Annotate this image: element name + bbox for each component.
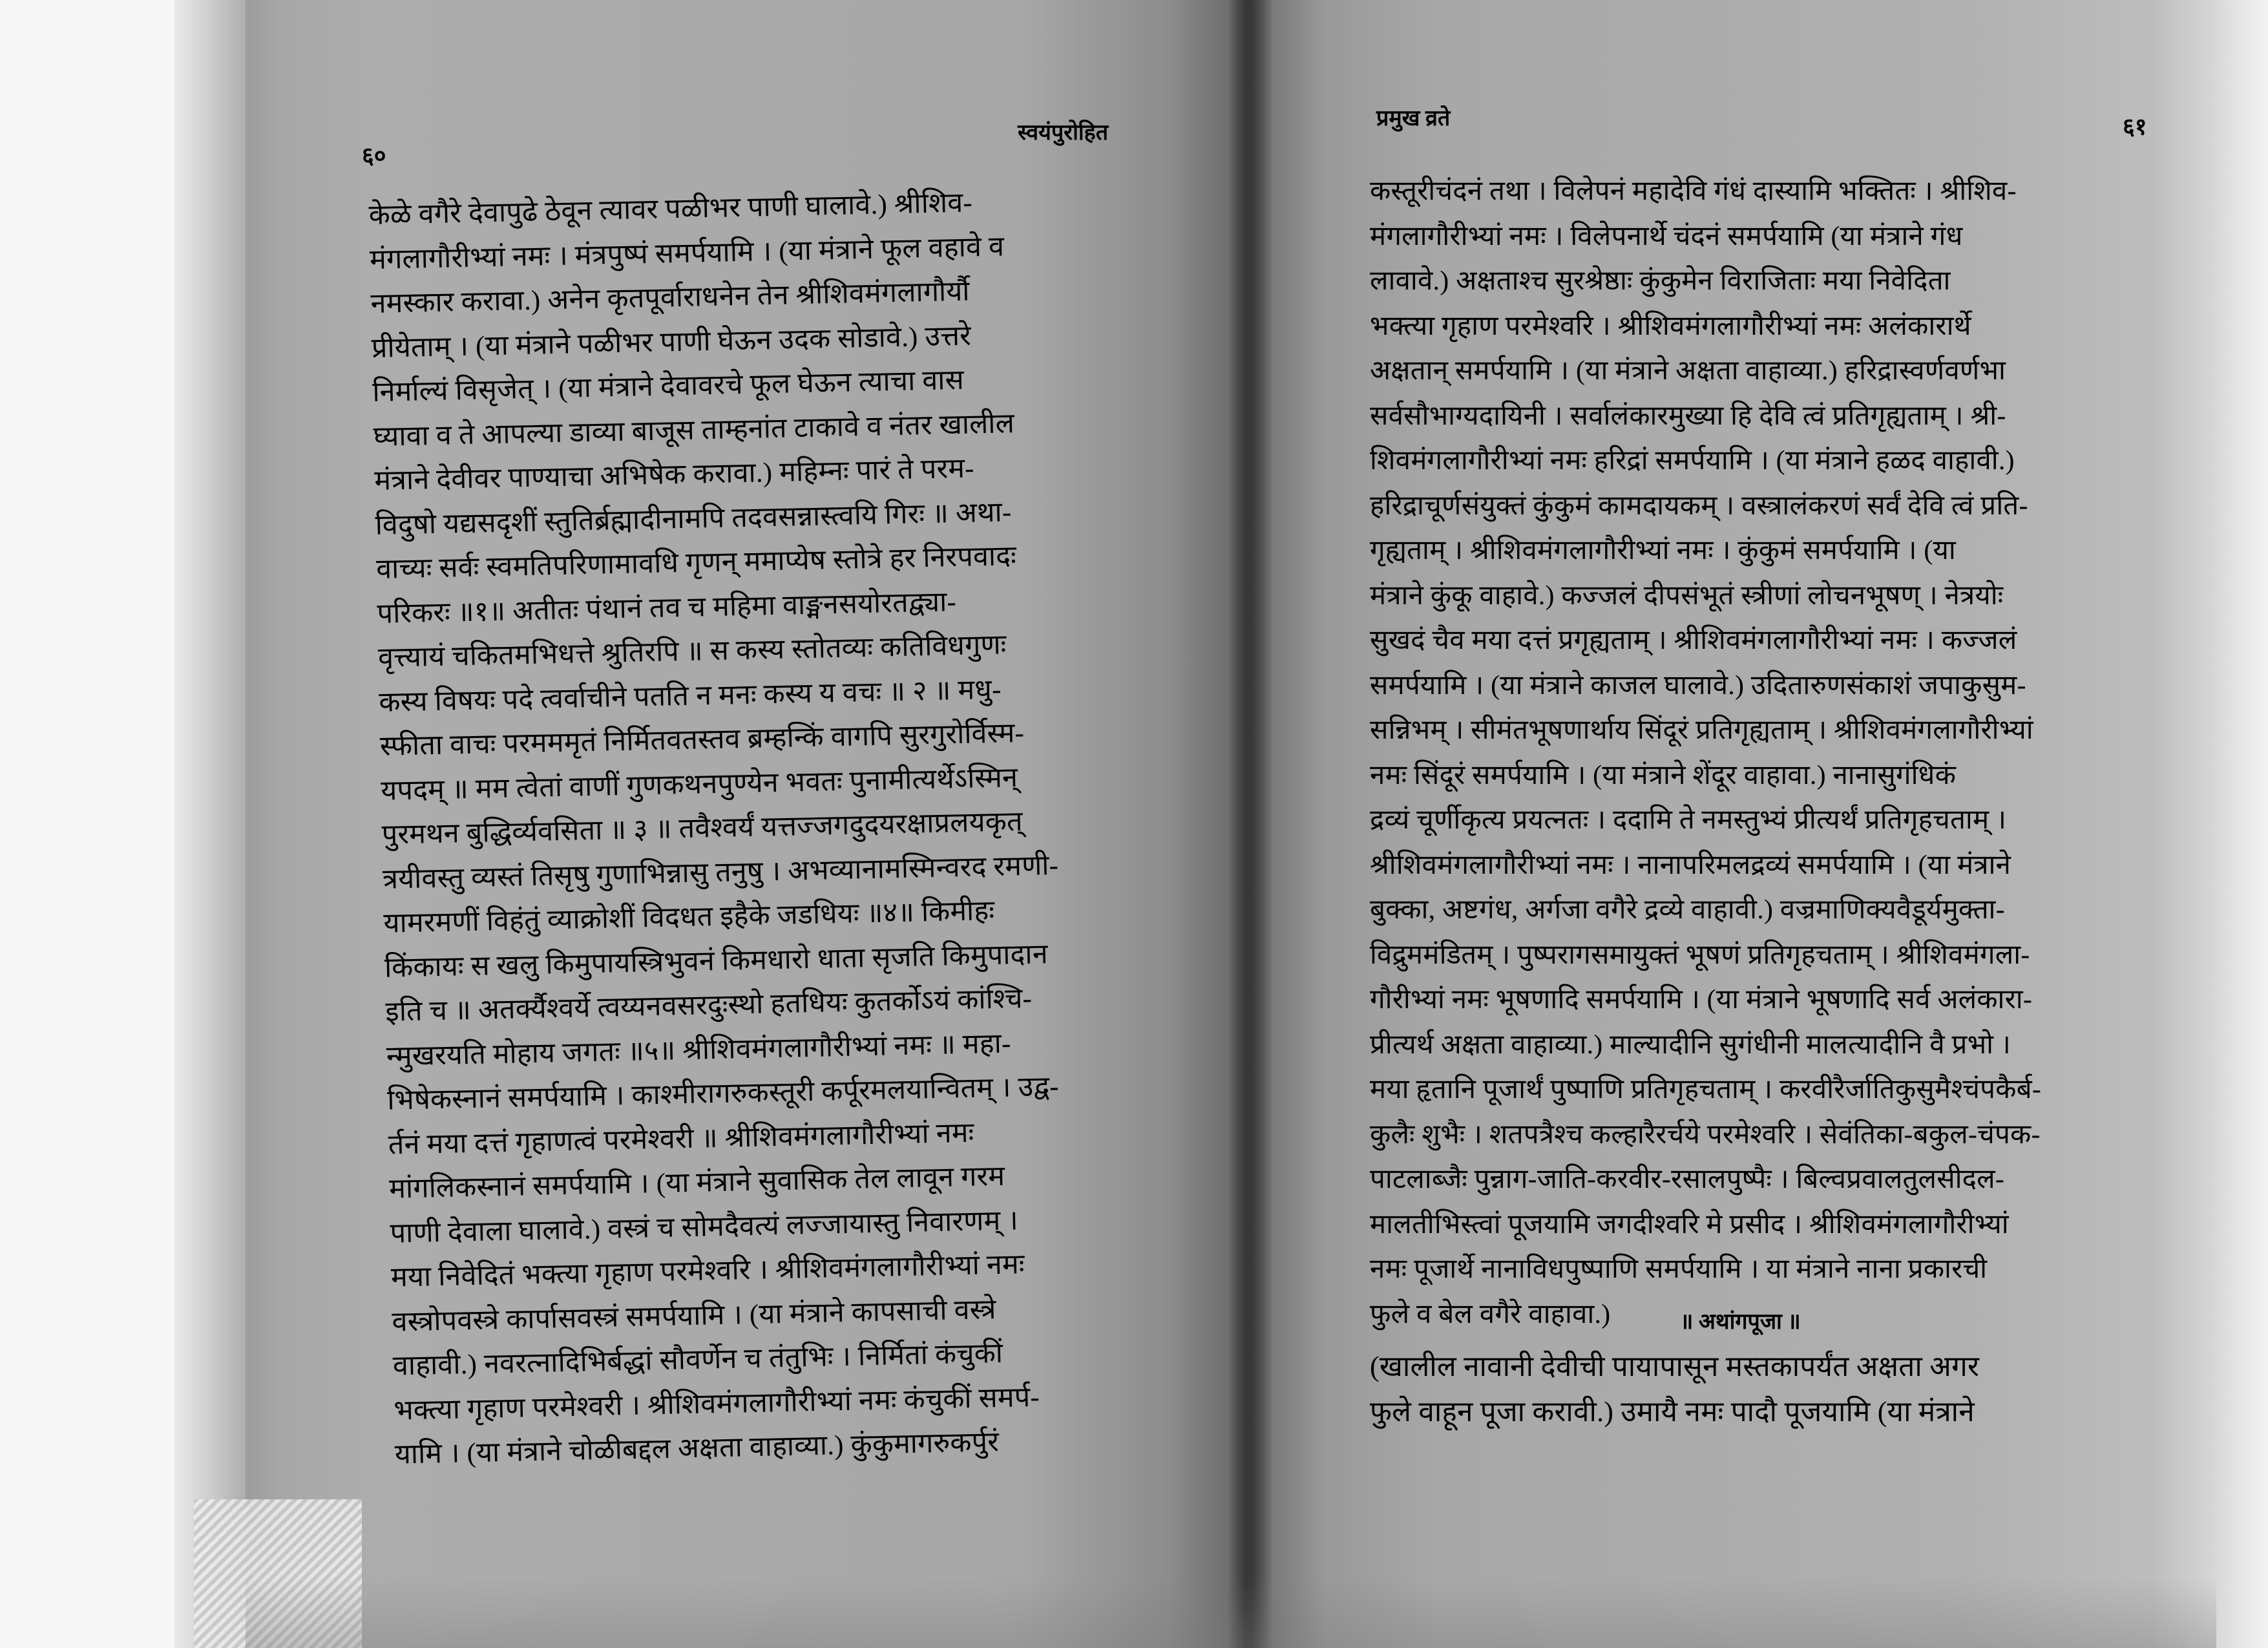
text-line: पाणी देवाला घालावे.) वस्त्रं च सोमदैवत्यं लज्जायास्तु निवारणम् । bbox=[390, 1205, 1019, 1249]
text-line: भक्त्या गृहाण परमेश्वरि । श्रीशिवमंगलागौरीभ्यां नमः अलंकारार्थे bbox=[1370, 311, 1971, 341]
text-line: भिषेकस्नानं समर्पयामि । काश्मीरागरुकस्तूरी कर्पूरमलयान्वितम् । उद्व- bbox=[386, 1071, 1060, 1116]
text-line: निर्माल्यं विसृजेत् । (या मंत्राने देवावरचे फूल घेऊन त्याचा वास bbox=[372, 364, 965, 408]
text-line: वाहावी.) नवरत्नादिभिर्बद्धां सौवर्णेन च तंतुभिः । निर्मितां कंचुकीं bbox=[392, 1338, 1003, 1382]
right-page-number: ६१ bbox=[2123, 114, 2147, 140]
text-line: कस्य विषयः पदे त्वर्वाचीने पतति न मनः कस्य य वचः ॥ २ ॥ मधु- bbox=[378, 674, 1002, 718]
text-line: कुलैः शुभैः । शतपत्रैश्च कल्हारैरर्चये परमेश्वरि । सेवंतिका-बकुल-चंपक- bbox=[1370, 1119, 2041, 1150]
text-line: सुखदं चैव मया दत्तं प्रगृह्यताम् । श्रीशिवमंगलागौरीभ्यां नमः । कज्जलं bbox=[1370, 626, 2017, 655]
text-line: (खालील नावानी देवीची पायापासून मस्तकापर्यंत अक्षता अगर bbox=[1370, 1351, 1980, 1382]
text-line: नमस्कार करावा.) अनेन कृतपूर्वाराधनेन तेन श्रीशिवमंगलागौर्यौ bbox=[370, 276, 971, 319]
text-line: यपदम् ॥ मम त्वेतां वाणीं गुणकथनपुण्येन भवतः पुनामीत्यर्थेऽस्मिन् bbox=[380, 762, 1018, 807]
text-line: केळे वगैरे देवापुढे ठेवून त्यावर पळीभर पाणी घालावे.) श्रीशिव- bbox=[368, 187, 973, 231]
text-line: घ्यावा व ते आपल्या डाव्या बाजूस ताम्हनांत टाकावे व नंतर खालील bbox=[373, 408, 1015, 452]
left-running-header: स्वयंपुरोहित bbox=[1018, 121, 1109, 145]
text-line: मया निवेदितं भक्त्या गृहाण परमेश्वरि । श्रीशिवमंगलागौरीभ्यां नमः bbox=[390, 1249, 1025, 1293]
text-line: पुरमथन बुद्धिर्व्यवसिता ॥ ३ ॥ तवैश्वर्यं यत्तज्जगदुदयरक्षाप्रलयकृत् bbox=[381, 807, 1024, 850]
text-line: मालतीभिस्त्वां पूजयामि जगदीश्वरि मे प्रसीद । श्रीशिवमंगलागौरीभ्यां bbox=[1370, 1209, 2009, 1240]
text-line: मंगलागौरीभ्यां नमः । मंत्रपुष्पं समर्पयामि । (या मंत्राने फूल वहावे व bbox=[369, 231, 1005, 275]
text-line: कस्तूरीचंदनं तथा । विलेपनं महादेवि गंधं दास्यामि भक्तितः । श्रीशिव- bbox=[1370, 176, 2017, 206]
text-line: बुक्का, अष्टगंध, अर्गजा वगैरे द्रव्ये वाहावी.) वज्रमाणिक्यवैडूर्यमुक्ता- bbox=[1370, 895, 2005, 925]
section-body bbox=[1370, 1344, 2171, 1435]
text-line: विद्रुममंडितम् । पुष्परागसमायुक्तं भूषणं प्रतिगृहचताम् । श्रीशिवमंगला- bbox=[1370, 940, 2030, 970]
text-line: यामरमणीं विहंतुं व्याक्रोशीं विदधत इहैके जडधियः ॥४॥ किमीहः bbox=[383, 895, 995, 939]
text-line: नमः पूजार्थे नानाविधपुष्पाणि समर्पयामि । या मंत्राने नाना प्रकारची bbox=[1370, 1254, 1988, 1284]
text-line: पाटलाब्जैः पुन्नाग-जाति-करवीर-रसालपुष्पैः । बिल्वप्रवालतुलसीदल- bbox=[1370, 1165, 2005, 1194]
text-line: मंगलागौरीभ्यां नमः । विलेपनार्थे चंदनं समर्पयामि (या मंत्राने गंध bbox=[1370, 221, 1963, 251]
text-line: वस्त्रोपवस्त्रे कार्पासवस्त्रं समर्पयामि । (या मंत्राने कापसाची वस्त्रे bbox=[392, 1294, 997, 1338]
text-line: वृत्त्यायं चकितमभिधत्ते श्रुतिरपि ॥ स कस्य स्तोतव्यः कतिविधगुणः bbox=[377, 629, 1007, 673]
text-line: मांगलिकस्नानं समर्पयामि । (या मंत्राने सुवासिक तेल लावून गरम bbox=[388, 1161, 1005, 1205]
text-line: श्रीशिवमंगलागौरीभ्यां नमः । नानापरिमलद्रव्यं समर्पयामि । (या मंत्राने bbox=[1370, 850, 2011, 880]
bottom-shadow bbox=[246, 1577, 2216, 1648]
text-line: न्मुखरयति मोहाय जगतः ॥५॥ श्रीशिवमंगलागौरीभ्यां नमः ॥ महा- bbox=[386, 1028, 1011, 1072]
text-line: यामि । (या मंत्राने चोळीबद्दल अक्षता वाहाव्या.) कुंकुमागरुकर्पुरं bbox=[394, 1426, 1000, 1470]
text-line: विदुषो यद्यसदृशीं स्तुतिर्ब्रह्मादीनामपि तदवसन्नास्त्वयि गिरः ॥ अथा- bbox=[375, 496, 1012, 541]
text-line: मंत्राने कुंकू वाहावे.) कज्जलं दीपसंभूतं स्त्रीणां लोचनभूषण् । नेत्रयोः bbox=[1370, 580, 2004, 611]
text-line: फुले वाहून पूजा करावी.) उमायै नमः पादौ पूजयामि (या मंत्राने bbox=[1370, 1396, 1975, 1428]
text-line: सर्वसौभाग्यदायिनी । सर्वालंकारमुख्या हि देवि त्वं प्रतिगृह्यताम् । श्री- bbox=[1370, 401, 2006, 431]
text-line: परिकरः ॥१॥ अतीतः पंथानं तव च महिमा वाङ्मनसयोरतद्व्या- bbox=[377, 586, 957, 629]
text-line: सन्निभम् । सीमंतभूषणार्थाय सिंदूरं प्रतिगृह्यताम् । श्रीशिवमंगलागौरीभ्यां bbox=[1370, 715, 2033, 745]
text-line: गृह्यताम् । श्रीशिवमंगलागौरीभ्यां नमः । कुंकुमं समर्पयामि । (या bbox=[1370, 536, 1956, 565]
text-line: गौरीभ्यां नमः भूषणादि समर्पयामि । (या मंत्राने भूषणादि सर्व अलंकारा- bbox=[1370, 985, 2033, 1015]
text-line: नमः सिंदूरं समर्पयामि । (या मंत्राने शेंदूर वाहावा.) नानासुगंधिकं bbox=[1370, 760, 1957, 790]
text-line: वाच्यः सर्वः स्वमतिपरिणामावधि गृणन् ममाप्येष स्तोत्रे हर निरपवादः bbox=[375, 541, 1017, 585]
left-page-number: ६० bbox=[362, 143, 386, 169]
book-gutter bbox=[1228, 0, 1273, 1648]
text-line: प्रीत्यर्थ अक्षता वाहाव्या.) माल्यादीनि सुगंधीनी मालत्यादीनि वै प्रभो । bbox=[1370, 1030, 2011, 1060]
text-line: शिवमंगलागौरीभ्यां नमः हरिद्रां समर्पयामि । (या मंत्राने हळद वाहावी.) bbox=[1370, 446, 2015, 476]
text-line: मया हृतानि पूजार्थं पुष्पाणि प्रतिगृहचताम् । करवीरैर्जातिकुसुमैश्चंपकैर्ब- bbox=[1370, 1075, 2042, 1104]
text-line: किंकायः स खलु किमुपायस्त्रिभुवनं किमधारो धाता सृजति किमुपादान bbox=[384, 938, 1049, 984]
text-line: फुले व बेल वगैरे वाहावा.) bbox=[1370, 1299, 1611, 1329]
text-line: र्तनं मया दत्तं गृहाणत्वं परमेश्वरी ॥ श्रीशिवमंगलागौरीभ्यां नमः bbox=[388, 1117, 974, 1161]
section-heading: ॥ अथांगपूजा ॥ bbox=[1680, 1310, 1801, 1334]
text-line: हरिद्राचूर्णसंयुक्तं कुंकुमं कामदायकम् । वस्त्रालंकरणं सर्वं देवि त्वं प्रति- bbox=[1370, 491, 2028, 521]
text-line: इति च ॥ अतर्क्यैश्वर्ये त्वय्यनवसरदुःस्थो हतधियः कुतर्कोऽयं कांश्चि- bbox=[385, 983, 1033, 1028]
text-line: स्फीता वाचः परमममृतं निर्मितवतस्तव ब्रम्हन्किं वागपि सुरगुरोर्विस्म- bbox=[379, 717, 1025, 762]
text-line: मंत्राने देवीवर पाण्याचा अभिषेक करावा.) महिम्नः पारं ते परम- bbox=[373, 453, 975, 496]
text-line: अक्षतान् समर्पयामि । (या मंत्राने अक्षता वाहाव्या.) हरिद्रास्वर्णवर्णभा bbox=[1370, 356, 2006, 386]
text-line: प्रीयेताम् । (या मंत्राने पळीभर पाणी घेऊन उदक सोडावे.) उत्तरे bbox=[371, 321, 972, 364]
text-line: भक्त्या गृहाण परमेश्वरी । श्रीशिवमंगलागौरीभ्यां नमः कंचुकीं समर्प- bbox=[393, 1382, 1040, 1426]
right-scan-margin bbox=[2216, 0, 2268, 1648]
text-line: द्रव्यं चूर्णीकृत्य प्रयत्नतः । ददामि ते नमस्तुभ्यं प्रीत्यर्थं प्रतिगृहचताम् । bbox=[1370, 805, 2007, 835]
text-line: त्रयीवस्तु व्यस्तं तिसृषु गुणाभिन्नासु तनुषु । अभव्यानामस्मिन्वरद रमणी- bbox=[382, 850, 1059, 895]
text-line: लावावे.) अक्षताश्च सुरश्रेष्ठाः कुंकुमेन विराजिताः मया निवेदिता bbox=[1370, 266, 1951, 296]
right-page-body bbox=[1370, 169, 2171, 1337]
text-line: समर्पयामि । (या मंत्राने काजल घालावे.) उदितारुणसंकाशं जपाकुसुम- bbox=[1370, 670, 2026, 701]
right-running-header: प्रमुख व्रते bbox=[1376, 107, 1451, 131]
left-page-body bbox=[368, 176, 1228, 1477]
